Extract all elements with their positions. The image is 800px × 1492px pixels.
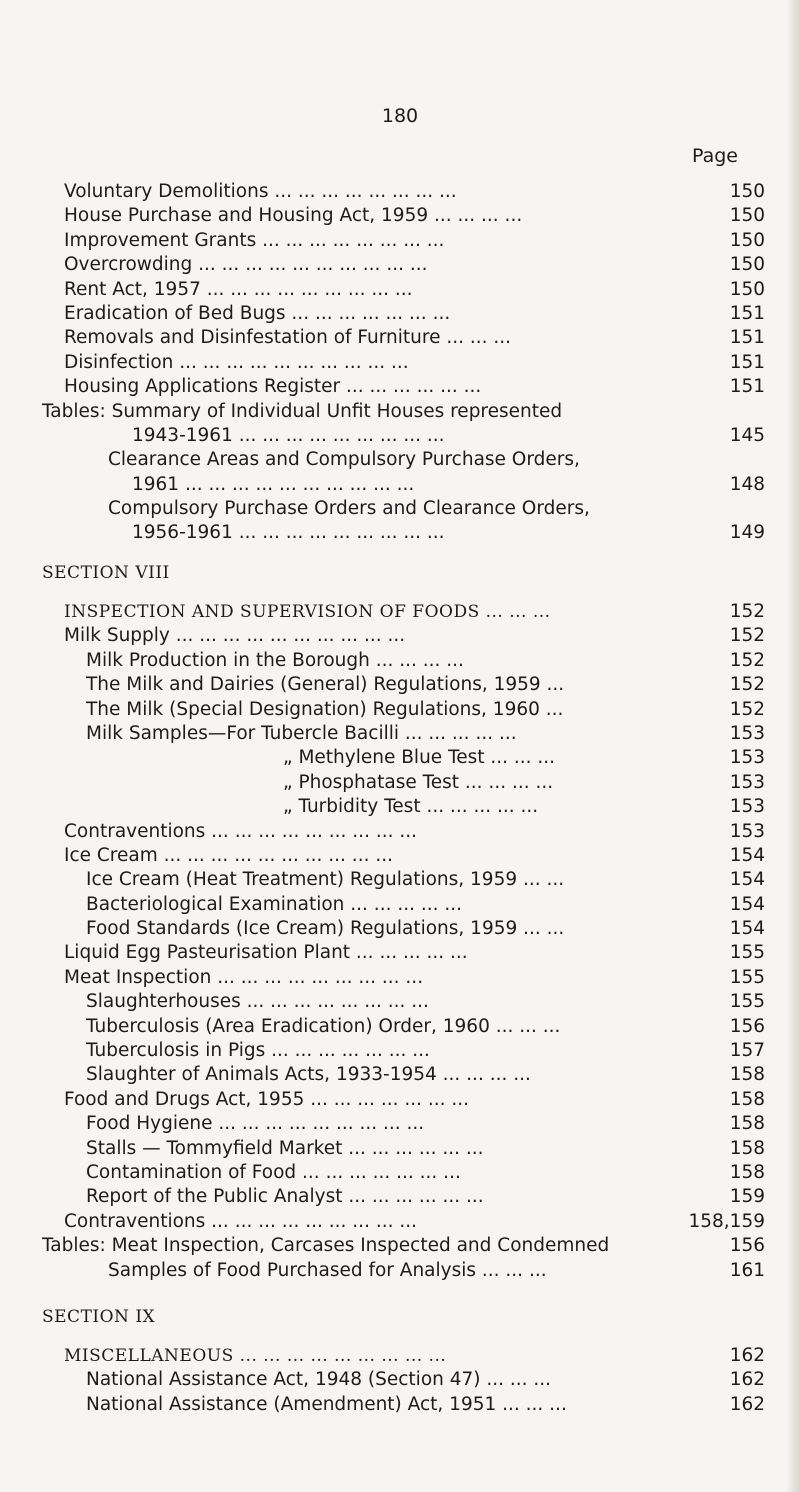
toc-row xyxy=(0,1368,800,1392)
toc-page: 151 xyxy=(729,327,765,349)
toc-row xyxy=(0,941,800,965)
toc-page: 145 xyxy=(729,424,765,446)
toc-entry: Food and Drugs Act, 1955 ... ... ... ... ... ... ... xyxy=(64,1088,470,1110)
toc-entry: Milk Supply ... ... ... ... ... ... ... ... ... ... xyxy=(64,625,406,647)
toc-row xyxy=(0,1344,800,1368)
toc-entry: Ice Cream ... ... ... ... ... ... ... ... ... ... xyxy=(64,844,393,866)
toc-row xyxy=(0,204,800,228)
toc-row xyxy=(0,868,800,892)
toc-row xyxy=(0,771,800,795)
toc-page: 151 xyxy=(729,351,765,373)
toc-entry: Tuberculosis in Pigs ... ... ... ... ... ... ... xyxy=(86,1040,430,1062)
toc-page: 155 xyxy=(729,991,765,1013)
toc-entry: „ Turbidity Test ... ... ... ... ... xyxy=(283,796,539,818)
toc-page: 158 xyxy=(729,1064,765,1086)
toc-entry: Report of the Public Analyst ... ... ... ... ... ... xyxy=(86,1186,484,1208)
page-number: 180 xyxy=(381,105,419,127)
toc-page: 152 xyxy=(729,625,765,647)
toc-row xyxy=(0,302,800,326)
toc-entry: 1961 ... ... ... ... ... ... ... ... ... ... xyxy=(132,473,415,495)
toc-page: 150 xyxy=(729,181,765,202)
toc-row xyxy=(0,1185,800,1209)
toc-row xyxy=(0,722,800,746)
toc-row xyxy=(0,844,800,868)
toc-row xyxy=(0,424,800,448)
toc-row xyxy=(0,1161,800,1185)
toc-row xyxy=(0,893,800,917)
toc-row xyxy=(0,600,800,624)
section-viii-list xyxy=(0,600,800,1283)
toc-row xyxy=(0,448,800,472)
toc-page: 162 xyxy=(729,1345,765,1366)
toc-row xyxy=(0,1259,800,1283)
toc-row xyxy=(0,375,800,399)
toc-entry: National Assistance Act, 1948 (Section 47) ... ... ... xyxy=(86,1369,552,1391)
toc-page: 153 xyxy=(729,771,765,793)
toc-page: 154 xyxy=(729,844,765,866)
toc-page: 152 xyxy=(729,698,765,720)
toc-page: 162 xyxy=(729,1369,765,1391)
section-viii-heading: SECTION VIII xyxy=(42,563,170,583)
toc-page: 157 xyxy=(729,1040,765,1062)
toc-entry: Liquid Egg Pasteurisation Plant ... ... ... ... ... xyxy=(64,942,468,964)
toc-row xyxy=(0,351,800,375)
toc-entry: The Milk (Special Designation) Regulations, 1960 ... xyxy=(86,698,564,720)
toc-row xyxy=(0,497,800,521)
toc-row xyxy=(0,1112,800,1136)
toc-row xyxy=(0,698,800,722)
toc-entry: Food Standards (Ice Cream) Regulations, 1959 ... ... xyxy=(86,918,565,940)
toc-entry: Tuberculosis (Area Eradication) Order, 1960 ... ... ... xyxy=(86,1015,561,1037)
toc-page: 154 xyxy=(729,918,765,940)
toc-row xyxy=(0,990,800,1014)
toc-entry: 1956-1961 ... ... ... ... ... ... ... ... ... xyxy=(132,522,445,544)
toc-page: 152 xyxy=(729,601,765,622)
toc-row xyxy=(0,649,800,673)
toc-entry: „ Phosphatase Test ... ... ... ... xyxy=(283,771,554,793)
toc-page: 158 xyxy=(729,1161,765,1183)
toc-row xyxy=(0,400,800,424)
toc-row xyxy=(0,229,800,253)
toc-page: 154 xyxy=(729,869,765,891)
toc-page: 155 xyxy=(729,966,765,988)
toc-entry: Stalls — Tommyfield Market ... ... ... ... ... ... xyxy=(86,1137,484,1159)
toc-entry: Housing Applications Register ... ... ... ... ... ... xyxy=(64,376,482,398)
toc-entry: Tables: Meat Inspection, Carcases Inspected and Condemned xyxy=(42,1235,610,1257)
toc-entry: Disinfection ... ... ... ... ... ... ... ... ... ... xyxy=(64,351,409,373)
toc-row xyxy=(0,180,800,204)
toc-page: 158,159 xyxy=(688,1210,765,1232)
toc-entry: Samples of Food Purchased for Analysis ... ... ... xyxy=(108,1259,547,1281)
toc-entry: Bacteriological Examination ... ... ... ... ... xyxy=(86,893,463,915)
toc-entry: Overcrowding ... ... ... ... ... ... ... ... ... ... xyxy=(64,254,428,276)
toc-page: 162 xyxy=(729,1393,765,1415)
toc-page: 151 xyxy=(729,302,765,324)
toc-page: 158 xyxy=(729,1088,765,1110)
toc-page: 148 xyxy=(729,473,765,495)
toc-page: 153 xyxy=(729,820,765,842)
toc-entry: The Milk and Dairies (General) Regulations, 1959 ... xyxy=(86,674,565,696)
toc-page: 154 xyxy=(729,893,765,915)
toc-page: 153 xyxy=(729,796,765,818)
toc-page: 153 xyxy=(729,747,765,769)
toc-entry: Contamination of Food ... ... ... ... ... ... ... xyxy=(86,1161,461,1183)
toc-entry: Rent Act, 1957 ... ... ... ... ... ... ... ... ... xyxy=(64,278,413,300)
toc-entry: Voluntary Demolitions ... ... ... ... ... ... ... ... xyxy=(64,181,457,202)
toc-page: 153 xyxy=(729,722,765,744)
toc-row xyxy=(0,1015,800,1039)
toc-entry: Improvement Grants ... ... ... ... ... ... ... ... xyxy=(64,229,445,251)
toc-page: 149 xyxy=(729,522,765,544)
toc-row xyxy=(0,253,800,277)
toc-row xyxy=(0,1210,800,1234)
toc-entry: Contraventions ... ... ... ... ... ... ... ... ... xyxy=(64,820,417,842)
toc-entry: Compulsory Purchase Orders and Clearance Orders, xyxy=(108,498,590,520)
toc-entry: MISCELLANEOUS ... ... ... ... ... ... ... ... ... xyxy=(64,1346,447,1366)
toc-entry: Meat Inspection ... ... ... ... ... ... ... ... ... xyxy=(64,966,424,988)
toc-page: 150 xyxy=(729,254,765,276)
toc-entry: Clearance Areas and Compulsory Purchase Orders, xyxy=(108,449,580,471)
toc-page: 159 xyxy=(729,1186,765,1208)
toc-page: 150 xyxy=(729,229,765,251)
toc-page: 158 xyxy=(729,1137,765,1159)
toc-row xyxy=(0,278,800,302)
toc-entry: Food Hygiene ... ... ... ... ... ... ... ... ... xyxy=(86,1113,425,1135)
toc-entry: 1943-1961 ... ... ... ... ... ... ... ... ... xyxy=(132,424,445,446)
toc-row xyxy=(0,326,800,350)
toc-row xyxy=(0,521,800,545)
toc-row xyxy=(0,1039,800,1063)
toc-entry: Slaughter of Animals Acts, 1933-1954 ... ... ... ... xyxy=(86,1064,531,1086)
toc-page: 156 xyxy=(729,1235,765,1257)
toc-page: 158 xyxy=(729,1113,765,1135)
toc-page: 150 xyxy=(729,278,765,300)
toc-row xyxy=(0,1063,800,1087)
toc-entry: Removals and Disinfestation of Furniture ... ... ... xyxy=(64,327,512,349)
toc-page: 155 xyxy=(729,942,765,964)
toc-row xyxy=(0,917,800,941)
toc-entry: Slaughterhouses ... ... ... ... ... ... ... ... xyxy=(86,991,429,1013)
toc-entry: INSPECTION AND SUPERVISION OF FOODS ... ... ... xyxy=(64,602,551,622)
toc-entry: Milk Samples—For Tubercle Bacilli ... ... ... ... ... xyxy=(86,722,517,744)
toc-entry: House Purchase and Housing Act, 1959 ... ... ... ... xyxy=(64,205,523,227)
toc-page: 156 xyxy=(729,1015,765,1037)
toc-entry: Eradication of Bed Bugs ... ... ... ... ... ... ... xyxy=(64,302,451,324)
page-edge-shadow xyxy=(786,0,800,1492)
toc-entry: Milk Production in the Borough ... ... ... ... xyxy=(86,649,464,671)
toc-row xyxy=(0,746,800,770)
page-column-header: Page xyxy=(692,145,738,167)
toc-entry: Tables: Summary of Individual Unfit Houses represented xyxy=(42,400,563,422)
toc-page: 152 xyxy=(729,649,765,671)
section-ix-list xyxy=(0,1344,800,1417)
toc-page: 151 xyxy=(729,376,765,398)
toc-row xyxy=(0,673,800,697)
toc-row xyxy=(0,473,800,497)
toc-row xyxy=(0,966,800,990)
toc-row xyxy=(0,1393,800,1417)
toc-page: 152 xyxy=(729,674,765,696)
toc-row xyxy=(0,1088,800,1112)
toc-row xyxy=(0,624,800,648)
toc-page: 150 xyxy=(729,205,765,227)
toc-row xyxy=(0,795,800,819)
toc-entry: Ice Cream (Heat Treatment) Regulations, 1959 ... ... xyxy=(86,869,565,891)
toc-entry: Contraventions ... ... ... ... ... ... ... ... ... xyxy=(64,1210,417,1232)
toc-row xyxy=(0,820,800,844)
toc-page: 161 xyxy=(729,1259,765,1281)
toc-row xyxy=(0,1137,800,1161)
toc-entry: National Assistance (Amendment) Act, 1951 ... ... ... xyxy=(86,1393,567,1415)
toc-row xyxy=(0,1234,800,1258)
section-vii-list xyxy=(0,180,800,546)
toc-entry: „ Methylene Blue Test ... ... ... xyxy=(283,747,556,769)
section-ix-heading: SECTION IX xyxy=(42,1307,156,1327)
